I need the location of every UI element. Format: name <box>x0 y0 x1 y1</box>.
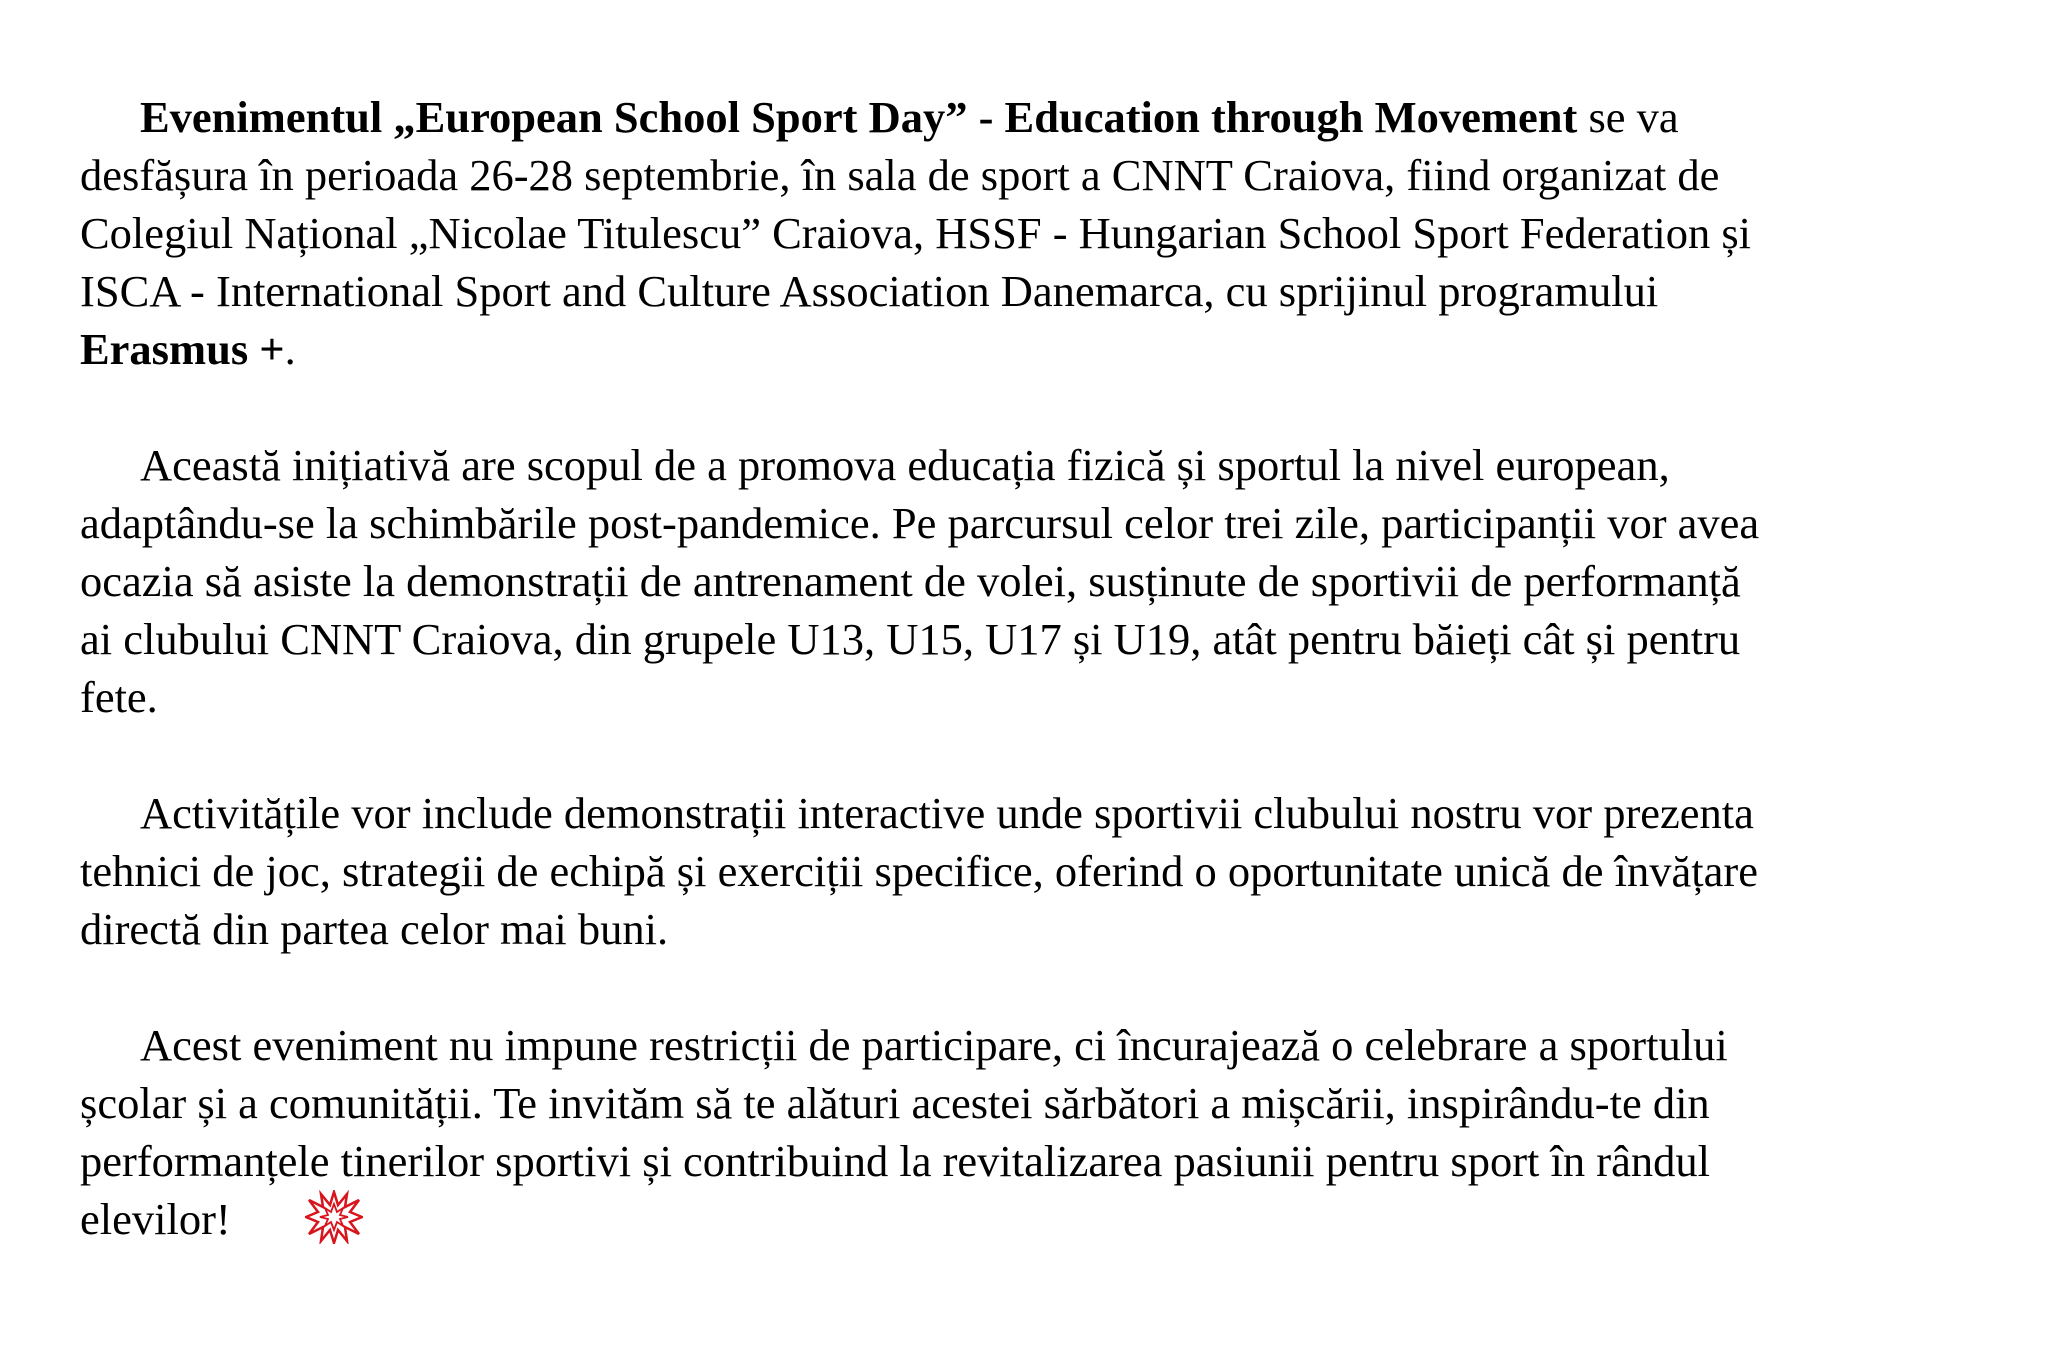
program-name: Erasmus + <box>80 324 285 374</box>
intro-text: se va desfășura în perioada 26-28 septembrie, în sala de sport a CNNT Craiova, fiind organizat de Colegiul Național „Nicolae Titulescu” Craiova, HSSF - Hungarian School Sport Federation și ISCA - International Sport and Culture Association Danemarca, cu sprijinul programului <box>80 92 1752 316</box>
red-burst-icon <box>245 1190 363 1258</box>
document-page <box>80 88 2000 1316</box>
paragraph-intro <box>80 88 2000 378</box>
paragraph-invitation <box>80 1016 2000 1258</box>
event-title: Evenimentul „European School Sport Day” - Education through Movement <box>140 92 1578 142</box>
intro-end-punct: . <box>284 324 296 374</box>
invitation-text: Acest eveniment nu impune restricții de participare, ci încurajează o celebrare a sportului școlar și a comunității. Te invităm să te alături acestei sărbători a mișcării, inspirându-te din performanțele tinerilor sportivi și contribuind la revitalizarea pasiunii pentru sport în rândul elevilor! <box>80 1020 1728 1244</box>
paragraph-initiative: Această inițiativă are scopul de a promova educația fizică și sportul la nivel european, adaptându-se la schimbările post-pandemice. Pe parcursul celor trei zile, participanții vor avea ocazia să asiste la demonstrații de antrenament de volei, susținute de sportivii de performanță ai clubului CNNT Craiova, din grupele U13, U15, U17 și U19, atât pentru băieți cât și pentru fete. <box>80 440 1760 722</box>
paragraph-activities: Activitățile vor include demonstrații interactive unde sportivii clubului nostru vor prezenta tehnici de joc, strategii de echipă și exerciții specifice, oferind o oportunitate unică de învățare directă din partea celor mai buni. <box>80 788 1758 954</box>
